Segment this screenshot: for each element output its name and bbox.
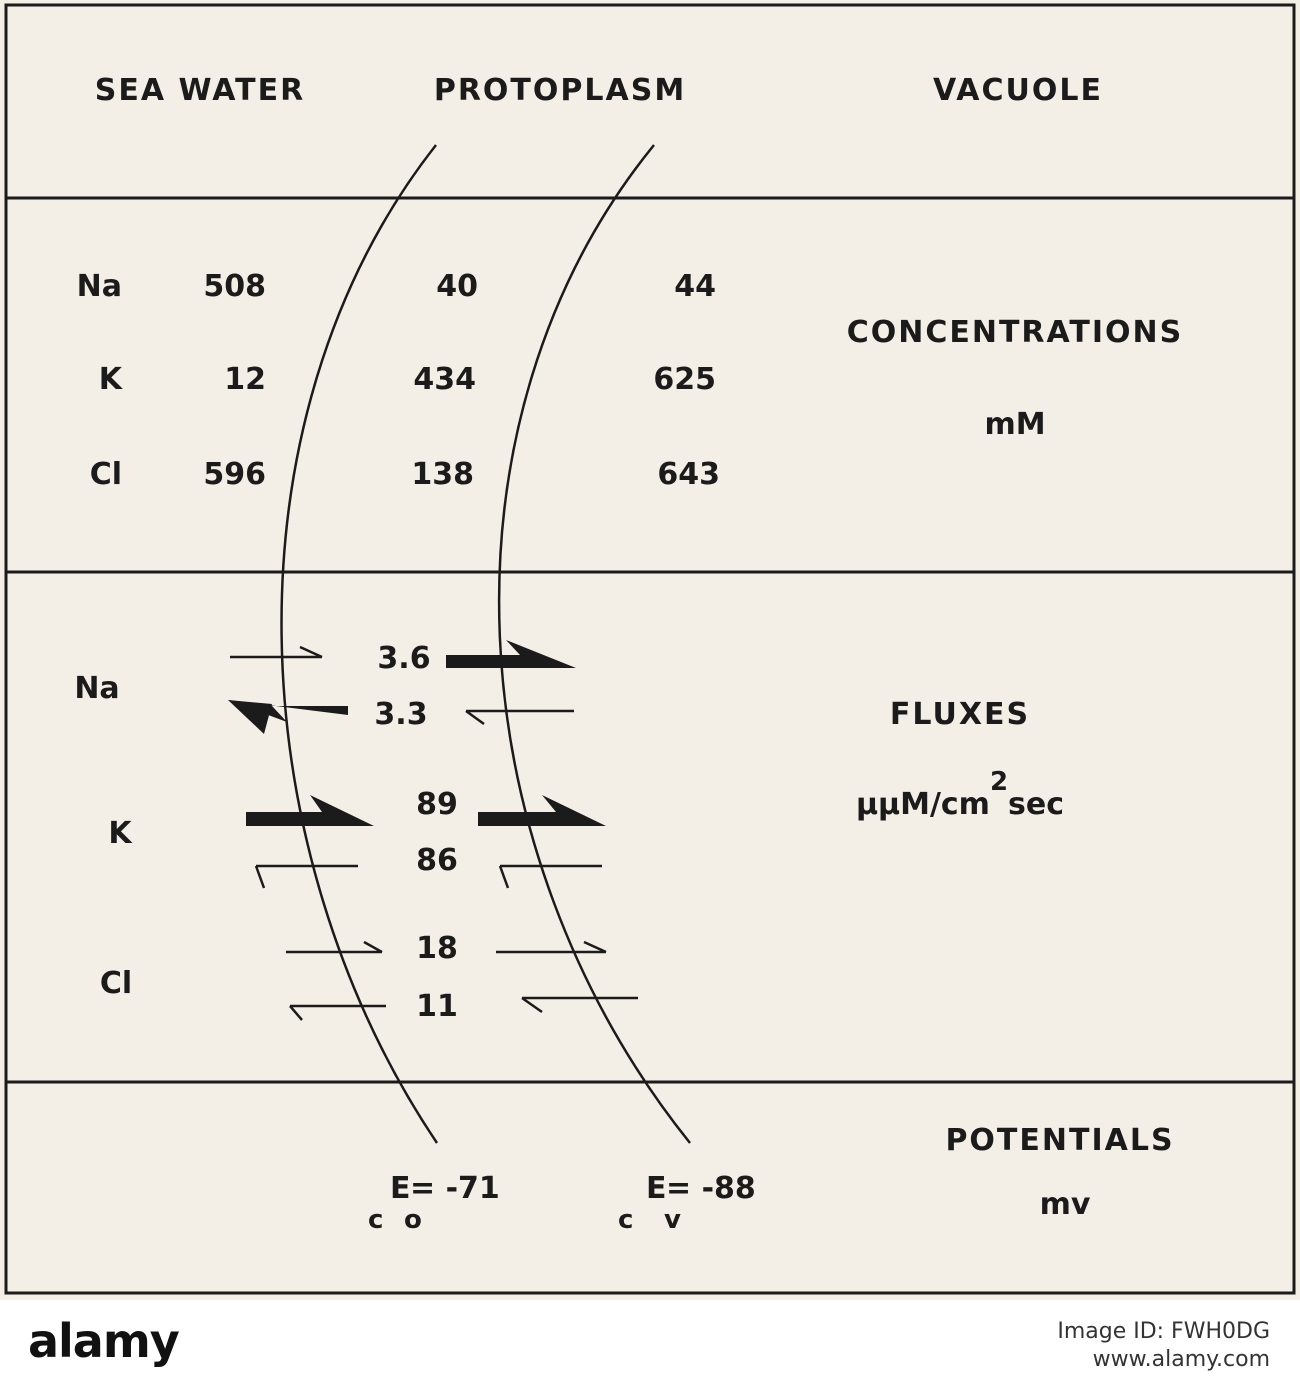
watermark-info [1057, 1318, 1270, 1374]
potential-cv-E: E [646, 1171, 667, 1206]
potential-co-sub-left: c [368, 1205, 384, 1235]
conc-ion-cl: Cl [89, 457, 122, 492]
flux-ion-k: K [108, 816, 132, 851]
conc-sea-k: 12 [224, 362, 266, 397]
potential-cv-sub-left: c [618, 1205, 634, 1235]
flux-cl-efflux: 11 [416, 989, 458, 1024]
flux-na-efflux: 3.3 [374, 697, 428, 732]
flux-arrow-cl-out-outer [290, 1006, 386, 1020]
conc-vac-na: 44 [674, 269, 716, 304]
watermark-footer [0, 1300, 1300, 1388]
concentrations-label: CONCENTRATIONS [846, 315, 1184, 350]
flux-arrow-na-in-outer [230, 647, 322, 657]
conc-proto-k: 434 [413, 362, 476, 397]
fluxes-unit-exp: 2 [989, 767, 1009, 797]
potential-cv-value: = -88 [666, 1171, 756, 1206]
flux-na-influx: 3.6 [377, 641, 431, 676]
potentials-label: POTENTIALS [945, 1123, 1175, 1158]
fluxes-unit-suffix: sec [1008, 787, 1065, 822]
flux-arrow-cl-in-inner [496, 942, 606, 952]
flux-arrow-cl-out-inner [522, 998, 638, 1012]
header-protoplasm: PROTOPLASM [433, 73, 687, 108]
fluxes-unit-base: μμM/cm [855, 787, 990, 822]
potentials-unit: mv [1039, 1187, 1091, 1222]
flux-arrow-na-in-inner [446, 640, 576, 668]
conc-vac-cl: 643 [657, 457, 720, 492]
flux-arrow-cl-in-outer [286, 942, 382, 952]
watermark-site: www.alamy.com [1092, 1347, 1270, 1372]
potential-co-value: = -71 [410, 1171, 500, 1206]
watermark-logo: alamy [28, 1314, 179, 1368]
flux-k-efflux: 86 [416, 843, 458, 878]
header-sea-water: SEA WATER [94, 73, 306, 108]
conc-proto-na: 40 [436, 269, 478, 304]
conc-sea-na: 508 [203, 269, 266, 304]
potential-co-sub-right: o [404, 1205, 422, 1235]
header-vacuole: VACUOLE [933, 73, 1103, 108]
conc-vac-k: 625 [653, 362, 716, 397]
flux-ion-na: Na [74, 671, 120, 706]
flux-k-influx: 89 [416, 787, 458, 822]
fluxes-unit [856, 767, 1064, 822]
conc-ion-k: K [98, 362, 122, 397]
conc-proto-cl: 138 [411, 457, 474, 492]
flux-arrow-na-out-inner [466, 711, 574, 724]
potential-co-E: E [390, 1171, 411, 1206]
flux-cl-influx: 18 [416, 931, 458, 966]
potential-cv-sub-right: v [664, 1205, 681, 1235]
flux-arrow-k-in-outer [246, 795, 374, 826]
fluxes-label: FLUXES [889, 697, 1031, 732]
concentrations-unit: mM [984, 407, 1046, 442]
flux-arrow-k-out-inner [500, 866, 602, 888]
flux-ion-cl: Cl [99, 966, 133, 1001]
flux-arrow-k-out-outer [256, 866, 358, 888]
conc-sea-cl: 596 [203, 457, 266, 492]
tonoplast-curve [499, 145, 690, 1143]
flux-arrow-k-in-inner [478, 795, 606, 826]
watermark-image-id: Image ID: FWH0DG [1057, 1319, 1270, 1344]
conc-ion-na: Na [76, 269, 122, 304]
